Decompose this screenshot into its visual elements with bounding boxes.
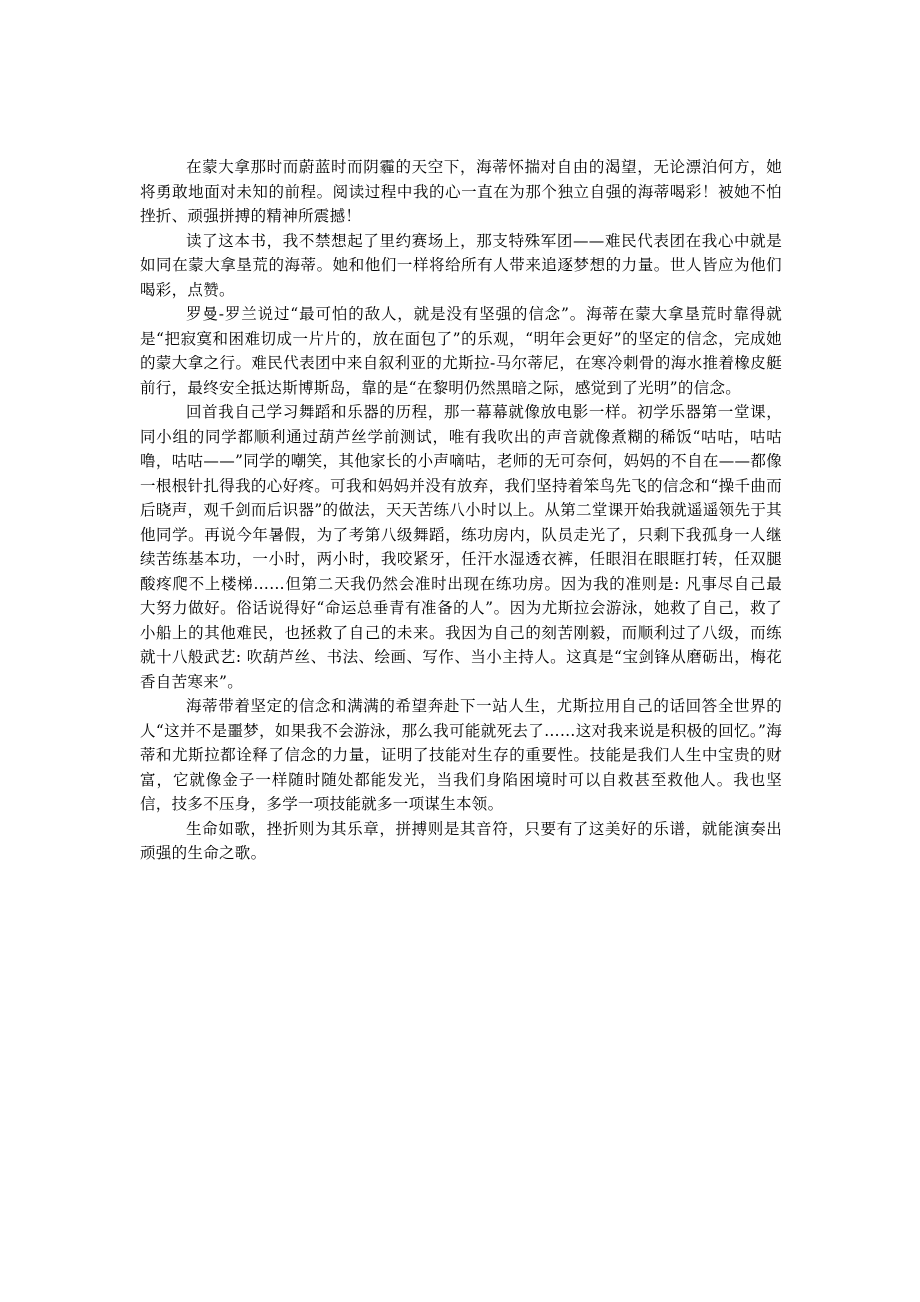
paragraph-2: 读了这本书，我不禁想起了里约赛场上，那支特殊军团——难民代表团在我心中就是如同在蒙大拿垦荒的海蒂。她和他们一样将给所有人带来追逐梦想的力量。世人皆应为他们喝彩，点赞。 <box>140 231 782 299</box>
paragraph-6: 生命如歌，挫折则为其乐章，拼搏则是其音符，只要有了这美好的乐谱，就能演奏出顽强的生命之歌。 <box>140 819 782 862</box>
paragraph-5: 海蒂带着坚定的信念和满满的希望奔赴下一站人生，尤斯拉用自己的话回答全世界的人“这并不是噩梦，如果我不会游泳，那么我可能就死去了……这对我来说是积极的回忆。”海蒂和尤斯拉都诠释了信念的力量，证明了技能对生存的重要性。技能是我们人生中宝贵的财富，它就像金子一样随时随处都能发光，当我们身陷困境时可以自救甚至救他人。我也坚信，技多不压身，多学一项技能就多一项谋生本领。 <box>140 697 782 813</box>
paragraph-3: 罗曼-罗兰说过“最可怕的敌人，就是没有坚强的信念”。海蒂在蒙大拿垦荒时靠得就是“把寂寞和困难切成一片片的，放在面包了”的乐观，“明年会更好”的坚定的信念，完成她的蒙大拿之行。难民代表团中来自叙利亚的尤斯拉-马尔蒂尼，在寒冷刺骨的海水推着橡皮艇前行，最终安全抵达斯博斯岛，靠的是“在黎明仍然黑暗之际，感觉到了光明”的信念。 <box>140 305 782 397</box>
document-body <box>140 155 782 866</box>
paragraph-1: 在蒙大拿那时而蔚蓝时而阴霾的天空下，海蒂怀揣对自由的渴望，无论漂泊何方，她将勇敢地面对未知的前程。阅读过程中我的心一直在为那个独立自强的海蒂喝彩！被她不怕挫折、顽强拼搏的精神所震撼！ <box>140 158 782 225</box>
paragraph-4: 回首我自己学习舞蹈和乐器的历程，那一幕幕就像放电影一样。初学乐器第一堂课，同小组的同学都顺利通过葫芦丝学前测试，唯有我吹出的声音就像煮糊的稀饭“咕咕，咕咕噜，咕咕——”同学的嘲笑，其他家长的小声嘀咕，老师的无可奈何，妈妈的不自在——都像一根根针扎得我的心好疼。可我和妈妈并没有放弃，我们坚持着笨鸟先飞的信念和“操千曲而后晓声，观千剑而后识器”的做法，天天苦练八小时以上。从第二堂课开始我就遥遥领先于其他同学。再说今年暑假，为了考第八级舞蹈，练功房内，队员走光了，只剩下我孤身一人继续苦练基本功，一小时，两小时，我咬紧牙，任汗水湿透衣裤，任眼泪在眼眶打转，任双腿酸疼爬不上楼梯……但第二天我仍然会准时出现在练功房。因为我的准则是: 凡事尽自己最大努力做好。俗话说得好“命运总垂青有准备的人”。因为尤斯拉会游泳，她救了自己，救了小船上的其他难民，也拯救了自己的未来。我因为自己的刻苦刚毅，而顺利过了八级，而练就十八般武艺: 吹葫芦丝、书法、绘画、写作、当小主持人。这真是“宝剑锋从磨砺出，梅花香自苦寒来”。 <box>140 403 782 691</box>
